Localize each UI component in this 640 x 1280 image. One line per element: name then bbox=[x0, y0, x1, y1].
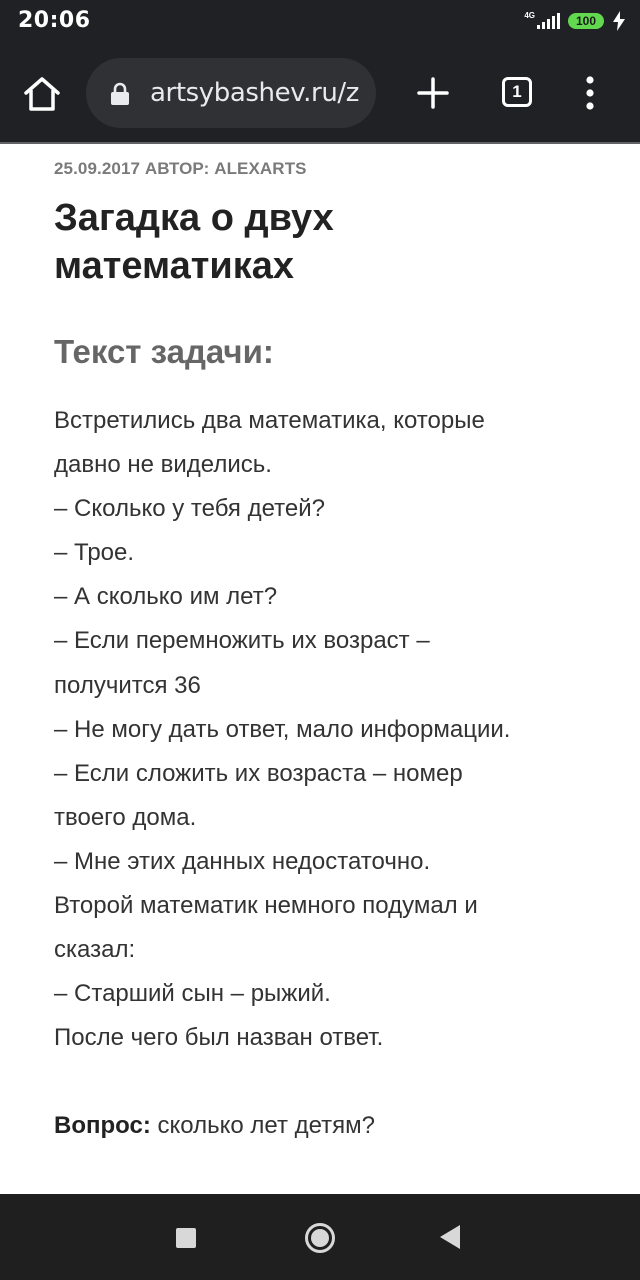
system-nav-bar bbox=[0, 1194, 640, 1280]
status-bar bbox=[0, 0, 640, 44]
more-menu-icon[interactable] bbox=[580, 76, 600, 110]
problem-line: – Не могу дать ответ, мало информации. bbox=[54, 715, 511, 743]
status-icons bbox=[524, 8, 626, 34]
problem-line: – Если сложить их возраста – номер bbox=[54, 759, 463, 787]
problem-line: – Старший сын – рыжий. bbox=[54, 980, 331, 1008]
recents-icon[interactable] bbox=[176, 1228, 196, 1248]
network-type: 4G bbox=[524, 10, 535, 20]
battery-level: 100 bbox=[575, 14, 597, 28]
url-bar[interactable] bbox=[86, 58, 376, 128]
section-heading: Текст задачи: bbox=[54, 333, 274, 370]
problem-line: – Если перемножить их возраст – bbox=[54, 627, 430, 655]
back-icon[interactable] bbox=[438, 1224, 462, 1250]
question-text: сколько лет детям? bbox=[150, 1112, 375, 1139]
problem-line: – Сколько у тебя детей? bbox=[54, 495, 325, 523]
tab-switcher-icon[interactable] bbox=[502, 77, 532, 107]
question bbox=[54, 1104, 375, 1148]
post-meta: 25.09.2017 АВТОР: ALEXARTS bbox=[54, 159, 307, 178]
page-title bbox=[54, 194, 594, 290]
signal-icon bbox=[537, 13, 560, 29]
status-time: 20:06 bbox=[18, 8, 91, 33]
problem-line: – А сколько им лет? bbox=[54, 583, 278, 611]
problem-line: твоего дома. bbox=[54, 803, 197, 831]
title-line: Загадка о двух bbox=[54, 197, 334, 239]
home-circle-icon[interactable] bbox=[304, 1222, 336, 1254]
problem-line: получится 36 bbox=[54, 671, 201, 699]
url-text: artsybashev.ru/z bbox=[150, 78, 360, 108]
problem-line: После чего был назван ответ. bbox=[54, 1024, 384, 1052]
problem-line: Встретились два математика, которые bbox=[54, 407, 485, 434]
problem-text bbox=[54, 399, 614, 1060]
problem-line: Второй математик немного подумал и bbox=[54, 892, 478, 920]
question-label: Вопрос: bbox=[54, 1112, 151, 1139]
problem-line: – Мне этих данных недостаточно. bbox=[54, 847, 431, 875]
title-line: математиках bbox=[54, 245, 294, 287]
problem-line: давно не виделись. bbox=[54, 451, 272, 479]
charging-icon bbox=[612, 11, 626, 31]
problem-line: сказал: bbox=[54, 936, 136, 964]
plus-icon[interactable] bbox=[416, 76, 450, 110]
lock-icon bbox=[110, 82, 130, 106]
browser-toolbar bbox=[0, 44, 640, 142]
battery-icon bbox=[568, 13, 604, 29]
page-content bbox=[0, 144, 640, 1194]
home-icon[interactable] bbox=[22, 74, 62, 114]
tab-count: 1 bbox=[512, 82, 522, 101]
problem-line: – Трое. bbox=[54, 539, 135, 567]
